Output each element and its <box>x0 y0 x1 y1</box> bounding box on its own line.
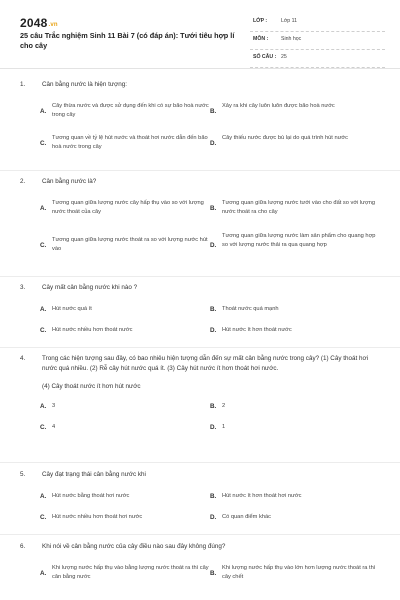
option-text: Khi lượng nước hấp thụ vào lớn hơn lượng nước thoát ra thì cây chết <box>222 565 376 580</box>
question-text: Cân bằng nước là hiện tượng: <box>42 81 127 88</box>
option-text: Khi lượng nước hấp thụ vào bằng lượng nước thoát ra thì cây cân bằng nước <box>52 565 209 580</box>
meta-value: Lớp 11 <box>281 18 297 24</box>
question-stem <box>20 470 380 480</box>
option-text: Hút nước nhiều hơn thoát nước <box>52 327 133 333</box>
option-row <box>40 305 380 326</box>
option-d[interactable] <box>210 423 380 435</box>
option-letter: A. <box>40 493 47 500</box>
logo-text: 2048 <box>20 16 48 30</box>
option-d[interactable] <box>210 513 380 525</box>
option-text: 4 <box>52 424 56 430</box>
option-text: Tương quan giữa lượng nước làm sản phẩm cho quang hợp so với lượng nước thải ra qua quang hợp <box>222 233 376 248</box>
meta-key: MÔN : <box>253 36 269 42</box>
header-divider <box>0 68 400 69</box>
question-number: 1. <box>20 81 26 88</box>
option-row <box>40 564 380 588</box>
option-row <box>40 402 380 423</box>
option-letter: C. <box>40 327 47 334</box>
question-divider <box>0 170 400 171</box>
option-a[interactable] <box>40 102 210 134</box>
meta-value: 25 <box>281 54 287 60</box>
meta-key: SỐ CÂU : <box>253 54 277 60</box>
question-divider <box>0 347 400 348</box>
question-number: 6. <box>20 543 26 550</box>
option-text: Tương quan giữa lượng nước cây hấp thụ vào so với lượng nước thoát của cây <box>52 200 204 215</box>
option-row <box>40 102 380 134</box>
question-3 <box>0 283 400 338</box>
option-d[interactable] <box>210 326 380 338</box>
option-row <box>40 492 380 513</box>
question-stem <box>20 542 380 552</box>
option-d[interactable] <box>210 232 380 262</box>
option-a[interactable] <box>40 564 210 588</box>
question-stem <box>20 177 380 187</box>
option-c[interactable] <box>40 232 210 262</box>
option-letter: D. <box>210 140 217 147</box>
option-a[interactable] <box>40 402 210 423</box>
question-2 <box>0 177 400 262</box>
question-number: 2. <box>20 178 26 185</box>
option-row <box>40 232 380 262</box>
question-4 <box>0 354 400 435</box>
option-text: Tương quan về tỷ lệ hút nước và thoát hơi nước dẫn đến bão hoà nước trong cây <box>52 135 208 150</box>
option-text: 3 <box>52 403 56 409</box>
option-b[interactable] <box>210 102 380 134</box>
option-b[interactable] <box>210 564 380 588</box>
option-text: Hút nước bằng thoát hơi nước <box>52 493 130 499</box>
option-row <box>40 513 380 525</box>
option-b[interactable] <box>210 305 380 326</box>
option-a[interactable] <box>40 492 210 513</box>
question-text: Cây đạt trạng thái cân bằng nước khi <box>42 471 146 478</box>
question-6 <box>0 542 400 588</box>
option-letter: B. <box>210 570 217 577</box>
option-letter: A. <box>40 570 47 577</box>
question-stem <box>20 354 380 374</box>
question-text: Trong các hiện tượng sau đây, có bao nhiêu hiện tượng dẫn đến sự mất cân bằng nước trong cây? (1) Cây thoát hơi nước quá nhiều. (2) Rễ cây hút nước quá ít. (3) Cây hút nước ít hơn thoát hơi nước. <box>42 355 369 372</box>
option-list <box>20 492 380 525</box>
meta-table <box>250 14 385 68</box>
option-row <box>40 199 380 232</box>
option-letter: C. <box>40 242 47 249</box>
question-divider <box>0 534 400 535</box>
question-divider <box>0 462 400 463</box>
option-text: Xảy ra khi cây luôn luôn được bão hoà nước <box>222 103 335 109</box>
option-a[interactable] <box>40 305 210 326</box>
option-d[interactable] <box>210 134 380 158</box>
meta-row-class <box>250 14 385 32</box>
option-b[interactable] <box>210 402 380 423</box>
meta-row-count <box>250 50 385 68</box>
option-text: Hút nước ít hơn thoát hơi nước <box>222 493 302 499</box>
option-c[interactable] <box>40 513 210 525</box>
option-letter: D. <box>210 327 217 334</box>
option-letter: B. <box>210 205 217 212</box>
option-list <box>20 564 380 588</box>
option-row <box>40 134 380 158</box>
option-text: Tương quan giữa lượng nước thoát ra so với lượng nước hút vào <box>52 237 208 252</box>
meta-key: LỚP : <box>253 18 268 24</box>
option-c[interactable] <box>40 134 210 158</box>
option-letter: A. <box>40 306 47 313</box>
meta-row-subject <box>250 32 385 50</box>
option-list <box>20 102 380 158</box>
option-list <box>20 199 380 262</box>
option-text: Tương quan giữa lượng nước tưới vào cho đất so với lượng nước thoát ra cho cây <box>222 200 376 215</box>
option-text: Thoát nước quá mạnh <box>222 306 279 312</box>
logo-suffix: .vn <box>48 22 58 28</box>
question-text-continued: (4) Cây thoát nước ít hơn hút nước <box>42 383 141 390</box>
question-5 <box>0 470 400 525</box>
option-text: Hút nước nhiều hơn thoát hơi nước <box>52 514 143 520</box>
option-letter: B. <box>210 493 217 500</box>
option-b[interactable] <box>210 492 380 513</box>
option-text: 1 <box>222 424 226 430</box>
option-letter: D. <box>210 514 217 521</box>
option-text: Hút nước quá ít <box>52 306 92 312</box>
option-letter: C. <box>40 140 47 147</box>
option-letter: D. <box>210 242 217 249</box>
option-row <box>40 326 380 338</box>
option-letter: B. <box>210 403 217 410</box>
option-letter: C. <box>40 514 47 521</box>
question-number: 5. <box>20 471 26 478</box>
option-list <box>20 305 380 338</box>
option-text: 2 <box>222 403 226 409</box>
option-c[interactable] <box>40 326 210 338</box>
option-row <box>40 423 380 435</box>
option-text: Cây thiếu nước được bù lại do quá trình hút nước <box>222 135 348 141</box>
question-divider <box>0 276 400 277</box>
question-stem <box>20 283 380 293</box>
option-letter: A. <box>40 108 47 115</box>
option-letter: A. <box>40 205 47 212</box>
question-number: 3. <box>20 284 26 291</box>
meta-value: Sinh học <box>281 36 302 42</box>
question-1 <box>0 80 400 158</box>
question-text: Cân bằng nước là? <box>42 178 97 185</box>
page-title: 25 câu Trắc nghiệm Sinh 11 Bài 7 (có đáp án): Tưới tiêu hợp lí cho cây <box>20 31 235 50</box>
option-letter: C. <box>40 424 47 431</box>
question-text: Cây mất cân bằng nước khi nào ? <box>42 284 138 291</box>
option-letter: B. <box>210 306 217 313</box>
option-letter: D. <box>210 424 217 431</box>
option-list <box>20 402 380 435</box>
option-a[interactable] <box>40 199 210 232</box>
question-text: Khi nói về cân bằng nước của cây điều nào sau đây không đúng? <box>42 543 226 550</box>
option-text: Hút nước ít hơn thoát nước <box>222 327 292 333</box>
option-text: Cây thừa nước và được sử dụng đến khi có sự bão hoà nước trong cây <box>52 103 209 118</box>
document-header <box>0 0 400 68</box>
site-logo[interactable] <box>20 16 58 30</box>
option-c[interactable] <box>40 423 210 435</box>
option-b[interactable] <box>210 199 380 232</box>
option-letter: A. <box>40 403 47 410</box>
option-letter: B. <box>210 108 217 115</box>
question-number: 4. <box>20 355 26 362</box>
question-stem <box>20 80 380 90</box>
option-text: Có quan điểm khác <box>222 514 272 520</box>
